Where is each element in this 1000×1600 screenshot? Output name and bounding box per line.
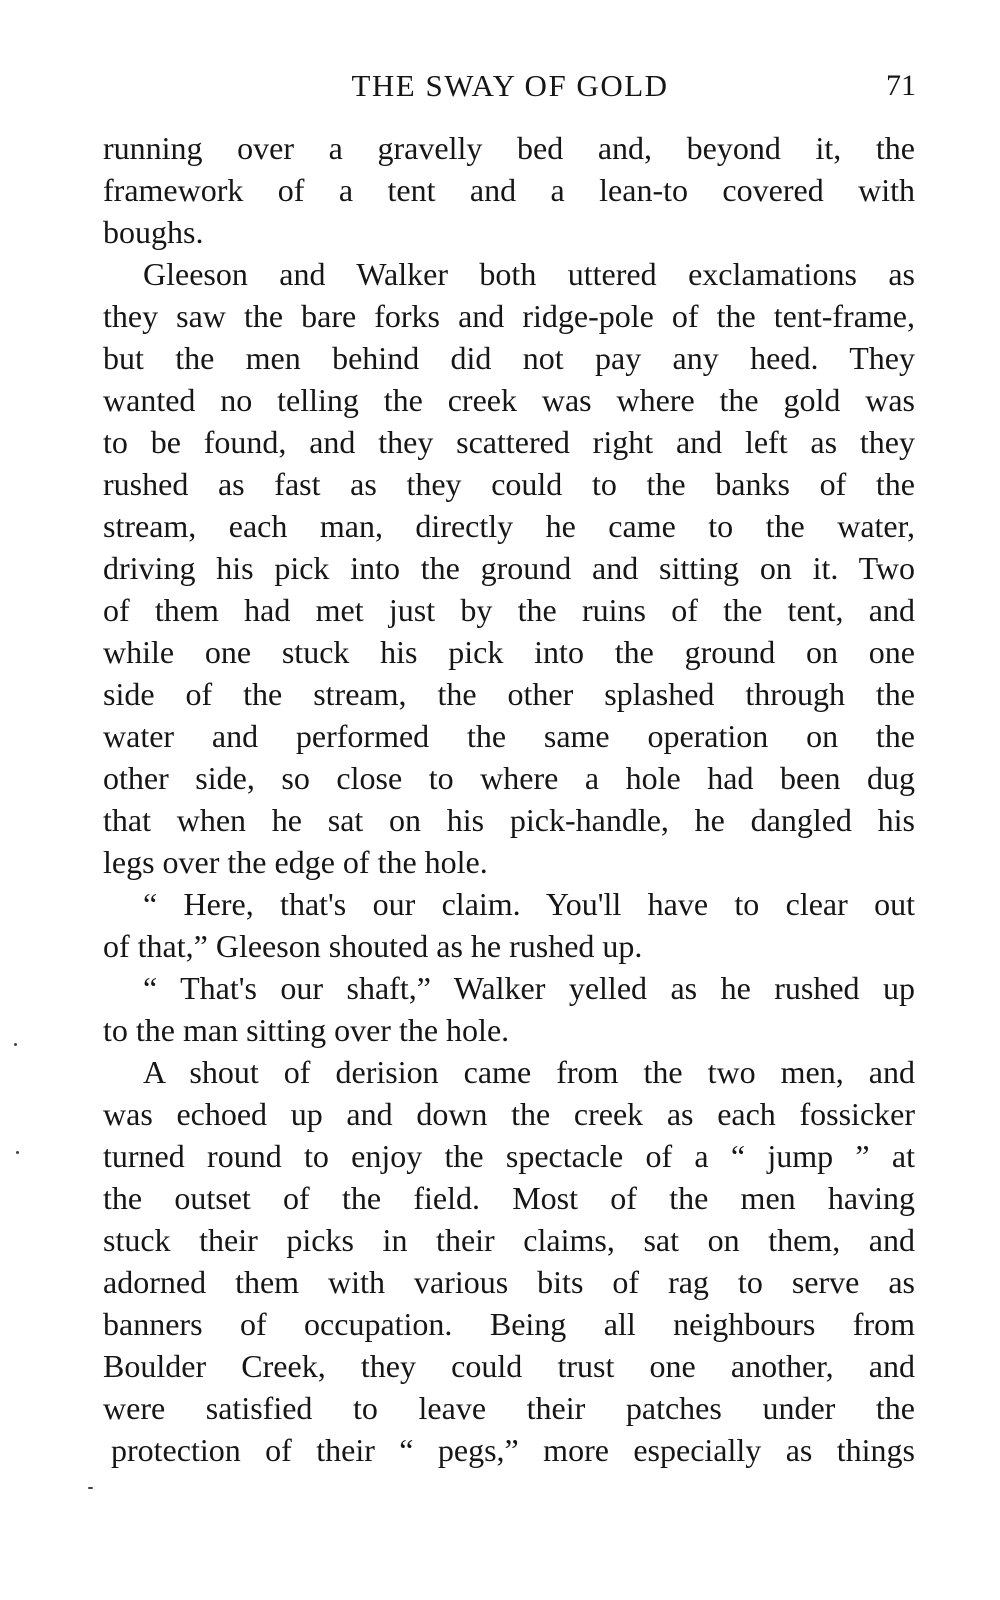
page-number: 71 <box>886 69 916 102</box>
text-line: other side, so close to where a hole had been dug <box>103 760 915 796</box>
text-line: rushed as fast as they could to the banks of the <box>103 466 915 502</box>
text-line: of that,” Gleeson shouted as he rushed up. <box>103 928 643 964</box>
text-line: A shout of derision came from the two men, and <box>143 1054 915 1090</box>
text-line: framework of a tent and a lean-to covered with <box>103 172 915 208</box>
body-text <box>103 127 915 1471</box>
text-line: boughs. <box>103 214 204 250</box>
text-line: stream, each man, directly he came to the water, <box>103 508 915 544</box>
text-line: Boulder Creek, they could trust one another, and <box>103 1348 915 1384</box>
text-line: but the men behind did not pay any heed. They <box>103 340 915 376</box>
text-line: that when he sat on his pick-handle, he dangled his <box>103 802 915 838</box>
text-line: while one stuck his pick into the ground on one <box>103 634 915 670</box>
text-line: to the man sitting over the hole. <box>103 1012 510 1048</box>
text-line: side of the stream, the other splashed through the <box>103 676 915 712</box>
text-line: “ That's our shaft,” Walker yelled as he rushed up <box>143 970 915 1006</box>
text-line: they saw the bare forks and ridge-pole of the tent-frame, <box>103 298 915 334</box>
text-line: “ Here, that's our claim. You'll have to clear out <box>143 886 915 922</box>
text-line: water and performed the same operation on the <box>103 718 915 754</box>
running-title: THE SWAY OF GOLD <box>351 68 669 103</box>
text-line: were satisfied to leave their patches under the <box>103 1390 915 1426</box>
text-line: legs over the edge of the hole. <box>103 844 488 880</box>
text-line: stuck their picks in their claims, sat on them, and <box>103 1222 915 1258</box>
text-line: Gleeson and Walker both uttered exclamations as <box>143 256 915 292</box>
text-line: wanted no telling the creek was where the gold was <box>103 382 915 418</box>
text-line: was echoed up and down the creek as each fossicker <box>103 1096 915 1132</box>
scan-speck <box>16 1151 19 1154</box>
text-line: the outset of the field. Most of the men having <box>103 1180 915 1216</box>
text-line: of them had met just by the ruins of the tent, and <box>103 592 915 628</box>
text-line: driving his pick into the ground and sitting on it. Two <box>103 550 915 586</box>
text-line: adorned them with various bits of rag to serve as <box>103 1264 915 1300</box>
text-line: turned round to enjoy the spectacle of a “ jump ” at <box>103 1138 915 1174</box>
text-line: banners of occupation. Being all neighbours from <box>103 1306 915 1342</box>
running-head <box>100 66 920 106</box>
text-line: to be found, and they scattered right and left as they <box>103 424 915 460</box>
text-line: running over a gravelly bed and, beyond it, the <box>103 130 915 166</box>
text-line: protection of their “ pegs,” more especially as things <box>111 1432 915 1468</box>
scan-speck <box>14 1043 17 1046</box>
scan-speck <box>88 1487 93 1489</box>
